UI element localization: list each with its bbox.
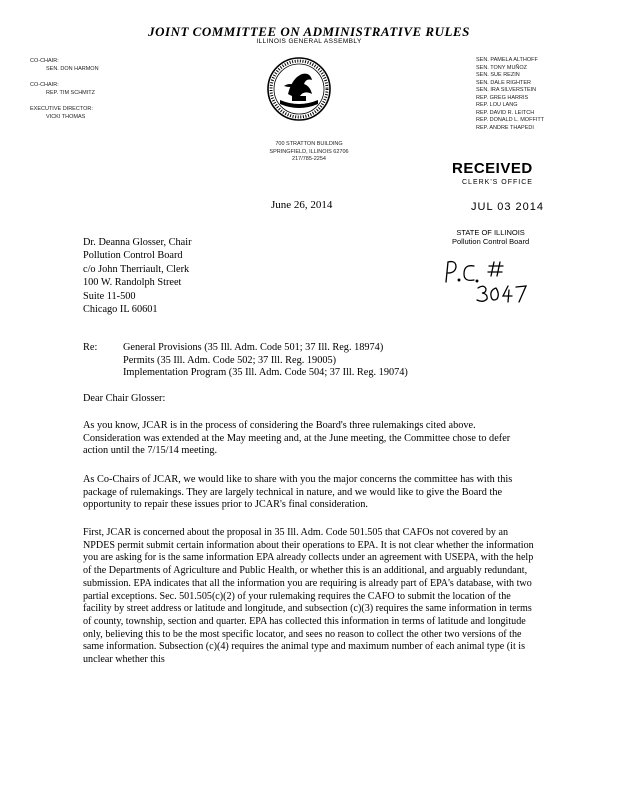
state-seal-icon: [266, 56, 332, 122]
re-lines: [123, 342, 408, 380]
member-name: REP. DAVID R. LEITCH: [476, 109, 535, 116]
right-members: [476, 57, 596, 132]
paragraph-3: First, JCAR is concerned about the proposal in 35 Ill. Adm. Code 501.505 that CAFOs not covered by an NPDES permit submit certain information about their operations to EPA. It is not clear whether the information you are asking for is the same information EPA already collects under an agreement with USEPA, with the help of the Departments of Agriculture and Public Health, or whether this is an additional, and arguably redundant, submission. EPA indicates that all the information you are requiring is already part of EPA's database, with two partial exceptions. Sec. 501.505(c)(2) of your rulemaking requires the CAFO to submit the location of the facility by street address or latitude and longitude, and subsection (c)(3) requires the same information in terms of county, township, section and quarter. EPA has collected this information in terms of latitude and longitude only, believing this to be the most specific locator, and sees no reason to collect the other two versions of the same information. Subsection (c)(4) requires the animal type and maximum number of each animal type (it is unclear whether this: [83, 527, 534, 666]
board-stamp: [452, 228, 529, 246]
address-line: SPRINGFIELD, ILLINOIS 62706: [269, 148, 349, 155]
re-line: Implementation Program (35 Ill. Adm. Code 504; 37 Ill. Reg. 19074): [123, 367, 408, 378]
member-name: SEN. TONY MUÑOZ: [476, 64, 528, 71]
address-line: 700 STRATTON BUILDING: [275, 141, 343, 147]
subject-block: [83, 342, 543, 382]
member-name: REP. LOU LANG: [476, 102, 518, 108]
state-label: STATE OF ILLINOIS: [456, 228, 525, 237]
addressee-block: [83, 236, 192, 316]
member-name: REP. ANDRE THAPEDI: [476, 124, 534, 131]
salutation: Dear Chair Glosser:: [83, 393, 166, 404]
member-name: REP. GREG HARRIS: [476, 94, 529, 101]
member-name: SEN. IRA SILVERSTEIN: [476, 87, 537, 93]
letter-date: June 26, 2014: [271, 199, 333, 211]
committee-title: JOINT COMMITTEE ON ADMINISTRATIVE RULES: [148, 24, 470, 39]
re-line: Permits (35 Ill. Adm. Code 502; 37 Ill. Reg. 19005): [123, 354, 337, 366]
member-name: SEN. SUE REZIN: [476, 72, 520, 78]
officer-label: EXECUTIVE DIRECTOR:: [30, 106, 93, 112]
handwritten-pc-number: [442, 256, 532, 304]
officer-label: CO-CHAIR:: [30, 82, 59, 88]
board-label: Pollution Control Board: [452, 237, 530, 246]
paragraph-1: As you know, JCAR is in the process of considering the Board's three rulemakings cited above. Consideration was extended at the May meeting and, at the June meeting, the Committee chose to defer action until the 7/15/14 meeting.: [83, 420, 511, 456]
member-name: SEN. DALE RIGHTER: [476, 79, 532, 86]
addressee-line: c/o John Therriault, Clerk: [83, 263, 190, 275]
address-line: 217/785-2254: [292, 156, 326, 162]
re-line: General Provisions (35 Ill. Adm. Code 501; 37 Ill. Reg. 18974): [123, 342, 384, 353]
officer-label: CO-CHAIR:: [30, 58, 59, 64]
addressee-line: 100 W. Randolph Street: [83, 277, 182, 289]
received-date: JUL 03 2014: [471, 201, 544, 213]
committee-subtitle: ILLINOIS GENERAL ASSEMBLY: [256, 38, 362, 45]
left-officers: [30, 58, 170, 121]
re-label: Re:: [83, 342, 98, 353]
addressee-line: Suite 11-500: [83, 290, 136, 302]
clerks-office-label: CLERK'S OFFICE: [462, 179, 533, 186]
received-stamp: RECEIVED: [452, 160, 533, 177]
member-name: SEN. PAMELA ALTHOFF: [476, 57, 538, 63]
officer-name: REP. TIM SCHMITZ: [46, 89, 95, 96]
addressee-line: Chicago IL 60601: [83, 304, 158, 316]
member-name: REP. DONALD L. MOFFITT: [476, 117, 545, 123]
officer-name: SEN. DON HARMON: [46, 65, 99, 72]
addressee-line: Pollution Control Board: [83, 250, 183, 262]
officer-name: VICKI THOMAS: [46, 113, 86, 120]
paragraph-2: As Co-Chairs of JCAR, we would like to share with you the major concerns the committee has with this package of rulemakings. They are largely technical in nature, and we would like to give the Board the opportunity to repair these issues prior to JCAR's final consideration.: [83, 474, 513, 510]
addressee-line: Dr. Deanna Glosser, Chair: [83, 237, 192, 248]
